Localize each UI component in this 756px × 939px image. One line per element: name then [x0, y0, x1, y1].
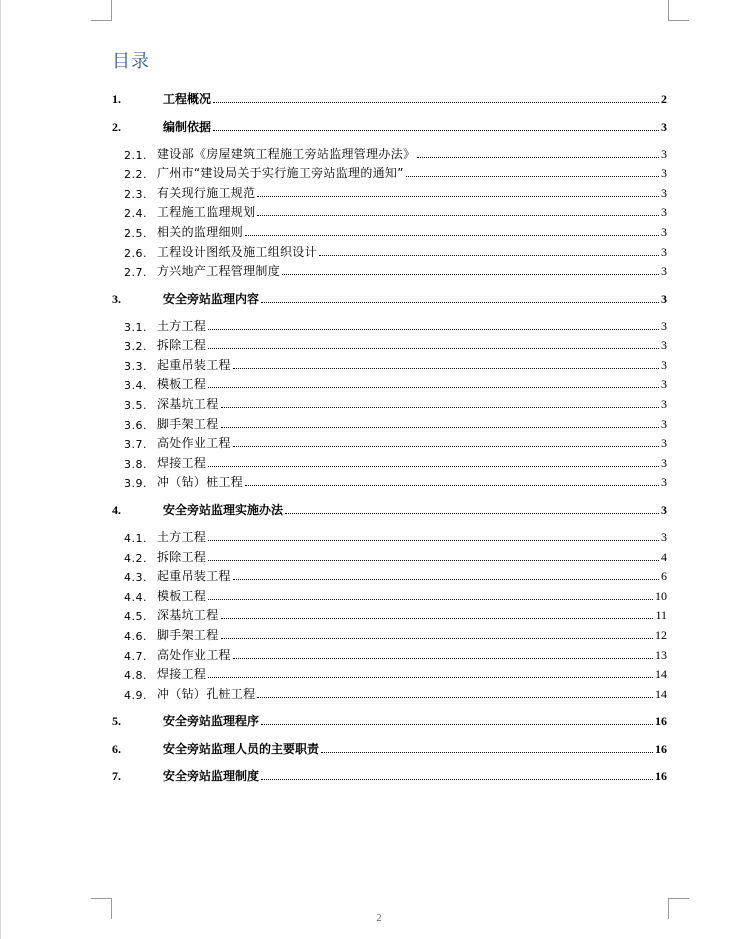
toc-entry-number: 4.6.: [124, 629, 147, 643]
toc-entry-page: 14: [655, 686, 667, 701]
toc-entry-number: 2.: [112, 119, 121, 134]
toc-entry-number: 3.5.: [124, 399, 147, 412]
toc-dot-leader: [257, 214, 659, 216]
toc-entry-number: 5.: [112, 714, 121, 729]
toc-dot-leader: [282, 273, 659, 275]
toc-dot-leader: [233, 657, 653, 659]
toc-entry-title: 土方工程: [157, 529, 207, 544]
toc-entry-number: 3.7.: [124, 438, 147, 452]
toc-entry-section[interactable]: [112, 115, 667, 135]
toc-dot-leader: [233, 367, 659, 369]
toc-entry-number: 4.2.: [124, 551, 147, 565]
toc-entry-page: 3: [661, 146, 667, 161]
toc-dot-leader: [261, 778, 653, 780]
toc-entry-page: 10: [655, 588, 667, 603]
toc-entry-title: 安全旁站监理实施办法: [163, 502, 284, 517]
toc-entry-page: 3: [661, 377, 667, 392]
toc-dot-leader: [213, 129, 659, 131]
crop-mark-top-right: [668, 0, 689, 21]
toc-entry-subsection[interactable]: [112, 200, 667, 220]
toc-dot-leader: [208, 559, 659, 561]
toc-dot-leader: [233, 578, 659, 580]
toc-entry-subsection[interactable]: [112, 161, 667, 181]
toc-entry-title: 方兴地产工程管理制度: [157, 264, 281, 279]
toc-entry-subsection[interactable]: [112, 220, 667, 240]
toc-entry-title: 模板工程: [157, 377, 207, 392]
crop-mark-top-left: [91, 0, 112, 21]
toc-dot-leader: [257, 696, 653, 698]
toc-entry-number: 3.1.: [124, 320, 147, 334]
toc-entry-title: 深基坑工程: [157, 608, 219, 623]
toc-entry-number: 2.7.: [124, 266, 147, 280]
toc-entry-subsection[interactable]: [112, 623, 667, 643]
toc-entry-title: 冲（钻）孔桩工程: [157, 686, 256, 701]
toc-dot-leader: [213, 101, 659, 103]
toc-entry-title: 模板工程: [157, 588, 207, 603]
toc-entry-title: 安全旁站监理人员的主要职责: [163, 741, 320, 756]
toc-dot-leader: [208, 539, 659, 541]
toc-dot-leader: [208, 465, 659, 467]
toc-entry-title: 焊接工程: [157, 455, 207, 470]
toc-entry-title: 有关现行施工规范: [157, 185, 256, 200]
toc-entry-page: 3: [661, 436, 667, 451]
toc-entry-subsection[interactable]: [112, 392, 667, 412]
toc-entry-subsection[interactable]: [112, 564, 667, 584]
toc-dot-leader: [221, 426, 659, 428]
toc-entry-number: 3.8.: [124, 457, 147, 471]
toc-entry-subsection[interactable]: [112, 470, 667, 490]
toc-entry-subsection[interactable]: [112, 525, 667, 545]
toc-entry-number: 4.: [112, 502, 121, 517]
toc-entry-number: 3.: [112, 291, 121, 306]
toc-entry-page: 3: [661, 502, 667, 517]
toc-entry-number: 4.1.: [124, 531, 147, 545]
toc-entry-number: 3.6.: [124, 418, 147, 432]
toc-entry-subsection[interactable]: [112, 451, 667, 471]
toc-dot-leader: [208, 676, 653, 678]
toc-dot-leader: [233, 445, 659, 447]
toc-entry-number: 4.9.: [124, 688, 147, 702]
toc-entry-title: 高处作业工程: [157, 436, 231, 451]
toc-dot-leader: [221, 637, 653, 639]
toc-entry-number: 7.: [112, 769, 121, 784]
toc-entry-title: 编制依据: [163, 119, 212, 134]
toc-entry-number: 3.2.: [124, 340, 147, 354]
toc-entry-page: 4: [661, 549, 667, 564]
toc-entry-page: 3: [661, 318, 667, 333]
toc-entry-title: 工程设计图纸及施工组织设计: [157, 244, 317, 259]
toc-entry-number: 1.: [112, 92, 121, 106]
toc-entry-page: 11: [655, 608, 667, 623]
toc-dot-leader: [221, 617, 654, 619]
page-number: 2: [376, 912, 382, 924]
toc-entry-section[interactable]: [112, 737, 667, 757]
toc-entry-title: 建设部《房屋建筑工程施工旁站监理管理办法》: [157, 146, 416, 161]
toc-entry-title: 工程施工监理规划: [157, 205, 256, 220]
toc-dot-leader: [406, 175, 659, 177]
toc-entry-number: 6.: [112, 741, 121, 756]
toc-dot-leader: [261, 723, 653, 725]
toc-dot-leader: [221, 406, 659, 408]
toc-entry-subsection[interactable]: [112, 682, 667, 702]
toc-entry-number: 4.3.: [124, 571, 147, 585]
toc-entry-title: 焊接工程: [157, 667, 207, 682]
toc-dot-leader: [245, 484, 659, 486]
toc-dot-leader: [208, 386, 659, 388]
toc-entry-title: 相关的监理细则: [157, 224, 244, 239]
toc-entry-page: 3: [661, 119, 667, 134]
toc-entry-number: 2.5.: [124, 226, 147, 240]
toc-entry-subsection[interactable]: [112, 259, 667, 279]
toc-entry-number: 4.7.: [124, 649, 147, 663]
toc-entry-subsection[interactable]: [112, 372, 667, 392]
toc-entry-title: 深基坑工程: [157, 397, 219, 411]
toc-entry-page: 3: [661, 455, 667, 470]
toc-entry-subsection[interactable]: [112, 142, 667, 162]
toc-entry-page: 3: [661, 224, 667, 239]
toc-entry-page: 3: [661, 397, 667, 411]
toc-entry-subsection[interactable]: [112, 181, 667, 201]
toc-entry-subsection[interactable]: [112, 314, 667, 334]
toc-entry-number: 2.3.: [124, 187, 147, 201]
toc-entry-page: 3: [661, 205, 667, 220]
toc-entry-number: 3.9.: [124, 477, 147, 491]
toc-entry-title: 安全旁站监理程序: [163, 714, 260, 729]
toc-entry-subsection[interactable]: [112, 240, 667, 260]
toc-entry-page: 3: [661, 338, 667, 353]
toc-entry-subsection[interactable]: [112, 603, 667, 623]
toc-entry-subsection[interactable]: [112, 412, 667, 432]
toc-entry-number: 3.3.: [124, 359, 147, 373]
toc-entry-title: 高处作业工程: [157, 647, 231, 662]
toc-entry-section[interactable]: [112, 709, 667, 729]
toc-entry-page: 3: [661, 291, 667, 306]
toc-entry-number: 2.4.: [124, 207, 147, 221]
toc-entry-title: 脚手架工程: [157, 416, 219, 431]
toc-entry-page: 3: [661, 416, 667, 431]
toc-entry-page: 3: [661, 264, 667, 279]
toc-entry-page: 14: [655, 667, 667, 682]
toc-entry-page: 12: [655, 627, 667, 642]
toc-entry-page: 3: [661, 475, 667, 490]
toc-entry-page: 3: [661, 357, 667, 372]
toc-entry-page: 16: [655, 714, 667, 729]
toc-entry-title: 广州市“建设局关于实行施工旁站监理的通知”: [157, 166, 404, 181]
toc-dot-leader: [285, 512, 659, 514]
toc-entry-subsection[interactable]: [112, 353, 667, 373]
toc-entry-title: 安全旁站监理制度: [163, 769, 260, 784]
toc-entry-subsection[interactable]: [112, 545, 667, 565]
toc-entry-title: 安全旁站监理内容: [163, 291, 260, 306]
toc-entry-number: 4.4.: [124, 590, 147, 604]
toc-dot-leader: [208, 598, 653, 600]
toc-entry-page: 3: [661, 166, 667, 181]
toc-entry-page: 16: [655, 769, 667, 784]
toc-dot-leader: [208, 347, 659, 349]
toc-entry-subsection[interactable]: [112, 333, 667, 353]
toc-entry-page: 16: [655, 741, 667, 756]
toc-entry-page: 3: [661, 185, 667, 200]
toc-entry-section[interactable]: [112, 764, 667, 784]
toc-entry-title: 冲（钻）桩工程: [157, 475, 244, 490]
toc-entry-number: 3.4.: [124, 379, 147, 393]
toc-dot-leader: [321, 751, 653, 753]
toc-entry-number: 4.5.: [124, 610, 147, 624]
toc-entry-subsection[interactable]: [112, 431, 667, 451]
toc-dot-leader: [208, 328, 659, 330]
toc-entry-section[interactable]: [112, 287, 667, 307]
toc-dot-leader: [319, 254, 659, 256]
toc-entry-section[interactable]: [112, 87, 667, 107]
toc-entry-title: 脚手架工程: [157, 627, 219, 642]
toc-entry-page: 6: [661, 569, 667, 584]
toc-entry-title: 土方工程: [157, 318, 207, 333]
toc-entry-number: 2.2.: [124, 168, 147, 182]
toc-entry-number: 2.6.: [124, 246, 147, 260]
toc-entry-title: 拆除工程: [157, 338, 207, 353]
toc-entry-page: 13: [655, 647, 667, 662]
toc-entry-subsection[interactable]: [112, 584, 667, 604]
toc-entry-number: 4.8.: [124, 669, 147, 683]
toc-entry-number: 2.1.: [124, 148, 147, 162]
toc-title: 目录: [112, 51, 150, 72]
toc-entry-title: 工程概况: [163, 92, 212, 106]
toc-dot-leader: [257, 195, 659, 197]
toc-dot-leader: [245, 234, 659, 236]
toc-entry-title: 拆除工程: [157, 549, 207, 564]
toc-entry-page: 2: [661, 92, 667, 106]
toc-entry-title: 起重吊装工程: [157, 569, 231, 584]
toc-entry-page: 3: [661, 244, 667, 259]
toc-entry-page: 3: [661, 529, 667, 544]
toc-entry-subsection[interactable]: [112, 662, 667, 682]
toc-entry-subsection[interactable]: [112, 643, 667, 663]
toc-entry-section[interactable]: [112, 498, 667, 518]
toc-dot-leader: [261, 301, 659, 303]
toc-entry-title: 起重吊装工程: [157, 357, 231, 372]
toc-dot-leader: [417, 156, 659, 158]
